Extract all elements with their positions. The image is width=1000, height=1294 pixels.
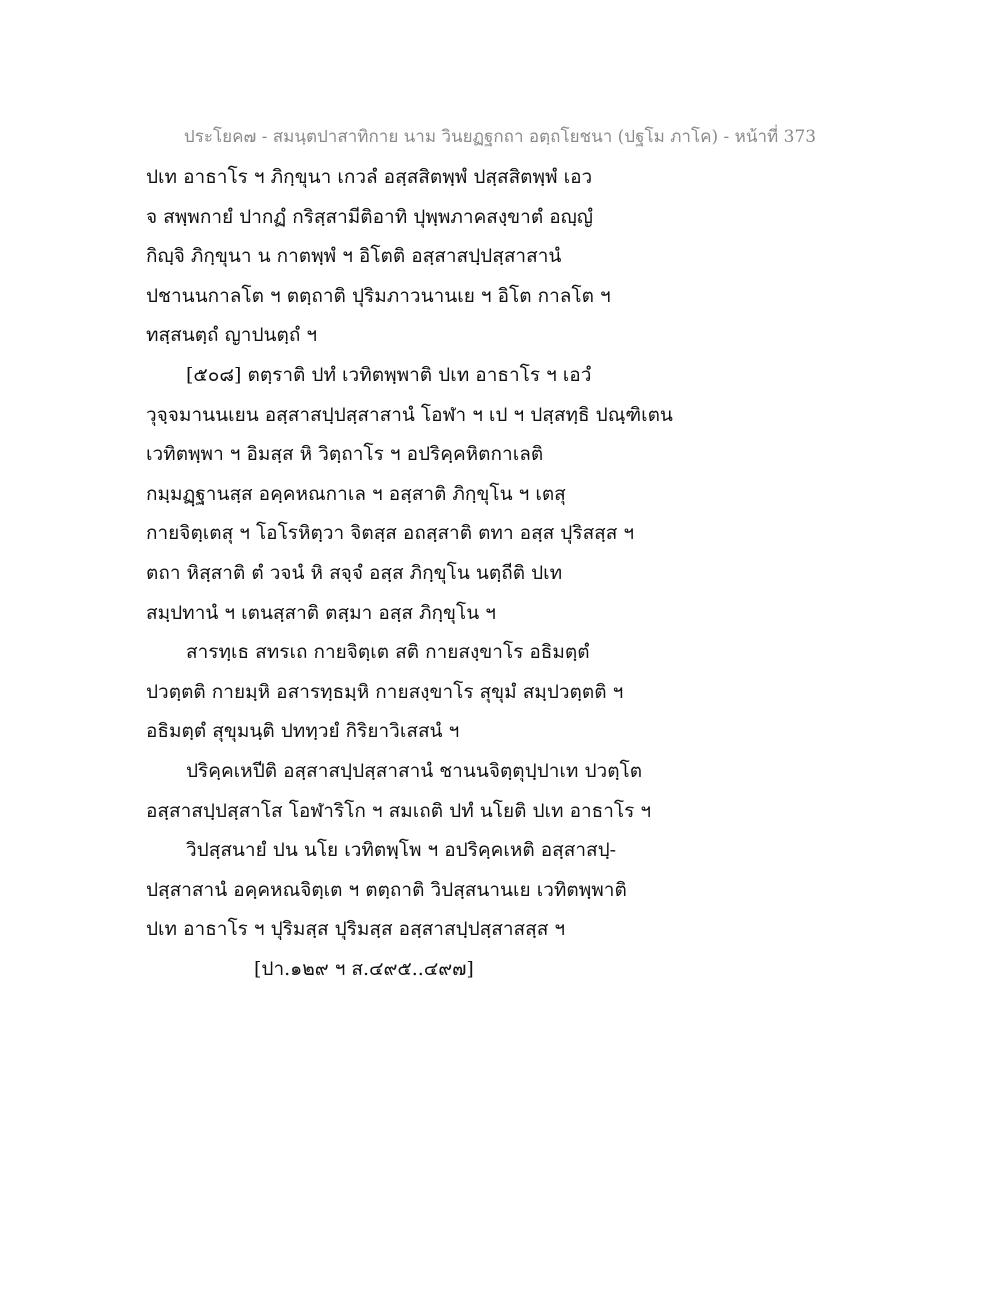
- text-line-11: ตถา หิสฺสาติ ตํ วจนํ หิ สจฺจํ อสฺส ภิกฺขุโน นตฺถีติ ปเท: [146, 561, 563, 584]
- paragraph-pariggahe-start: ปริคฺคเหปีติ อสฺสาสปฺปสฺสาสานํ ชานนจิตฺตุปฺปาเท ปวตฺโต: [186, 759, 643, 782]
- body-text: [146, 158, 906, 989]
- text-line-17: อสฺสาสปฺปสฺสาโส โอฬาริโก ฯ สมเถติ ปทํ นโยติ ปเท อาธาโร ฯ: [146, 799, 652, 822]
- text-line-19: ปสฺสาสานํ อคฺคหณจิตฺเต ฯ ตตฺถาติ วิปสฺสนานเย เวทิตพฺพาติ: [146, 878, 627, 901]
- text-line-5: ทสฺสนตฺถํ ญาปนตฺถํ ฯ: [146, 324, 318, 347]
- text-line-10: กายจิตฺเตสุ ฯ โอโรหิตฺวา จิตสฺส อถสฺสาติ ตทา อสฺส ปุริสสฺส ฯ: [146, 522, 635, 545]
- paragraph-saraddhe-start: สารทฺเธ สทรเถ กายจิตฺเต สติ กายสงฺขาโร อธิมตฺตํ: [186, 641, 590, 664]
- text-line-12: สมฺปทานํ ฯ เตนสฺสาติ ตสฺมา อสฺส ภิกฺขุโน ฯ: [146, 601, 496, 624]
- text-line-2: จ สพฺพกายํ ปากฏํ กริสฺสามีติอาทิ ปุพฺพภาคสงฺขาตํ อญฺญํ: [146, 205, 593, 228]
- text-line-9: กมฺมฏฺฐานสฺส อคฺคหณกาเล ฯ อสฺสาติ ภิกฺขุโน ฯ เตสุ: [146, 482, 566, 505]
- text-line-7: วุจฺจมานนเยน อสฺสาสปฺปสฺสาสานํ โอฬา ฯ เป ฯ ปสฺสทฺธิ ปณฺฑิเตน: [146, 403, 673, 426]
- page-reference: [ปา.๑๒๙ ฯ ส.๔๙๕..๔๙๗]: [254, 957, 474, 980]
- text-line-14: ปวตฺตติ กายมฺหิ อสารทฺธมฺหิ กายสงฺขาโร สุขุมํ สมฺปวตฺตติ ฯ: [146, 680, 624, 703]
- page-header: ประโยค๗ - สมนฺตปาสาทิกาย นาม วินยฏฐกถา อตฺถโยชนา (ปฐโม ภาโค) - หน้าที่ 373: [183, 127, 817, 147]
- text-line-8: เวทิตพฺพา ฯ อิมสฺส หิ วิตฺถาโร ฯ อปริคฺคหิตกาเลติ: [146, 443, 544, 466]
- text-line-1: ปเท อาธาโร ฯ ภิกฺขุนา เกวลํ อสฺสสิตพฺพํ ปสฺสสิตพฺพํ เอว: [146, 166, 593, 188]
- paragraph-vipassana-start: วิปสฺสนายํ ปน นโย เวทิตพฺโพ ฯ อปริคฺคเหติ อสฺสาสปฺ-: [186, 839, 617, 862]
- text-line-3: กิญฺจิ ภิกฺขุนา น กาตพฺพํ ฯ อิโตติ อสฺสาสปฺปสฺสาสานํ: [146, 245, 562, 268]
- text-line-4: ปชานนกาลโต ฯ ตตฺถาติ ปุริมภาวนานเย ฯ อิโต กาลโต ฯ: [146, 284, 611, 307]
- text-line-20: ปเท อาธาโร ฯ ปุริมสฺส ปุริมสฺส อสฺสาสปฺปสฺสาสสฺส ฯ: [146, 918, 566, 941]
- text-line-15: อธิมตฺตํ สุขุมนฺติ ปททฺวยํ กิริยาวิเสสนํ ฯ: [146, 720, 460, 743]
- paragraph-508-start: [๕๐๘] ตตฺราติ ปทํ เวทิตพฺพาติ ปเท อาธาโร ฯ เอวํ: [186, 363, 592, 386]
